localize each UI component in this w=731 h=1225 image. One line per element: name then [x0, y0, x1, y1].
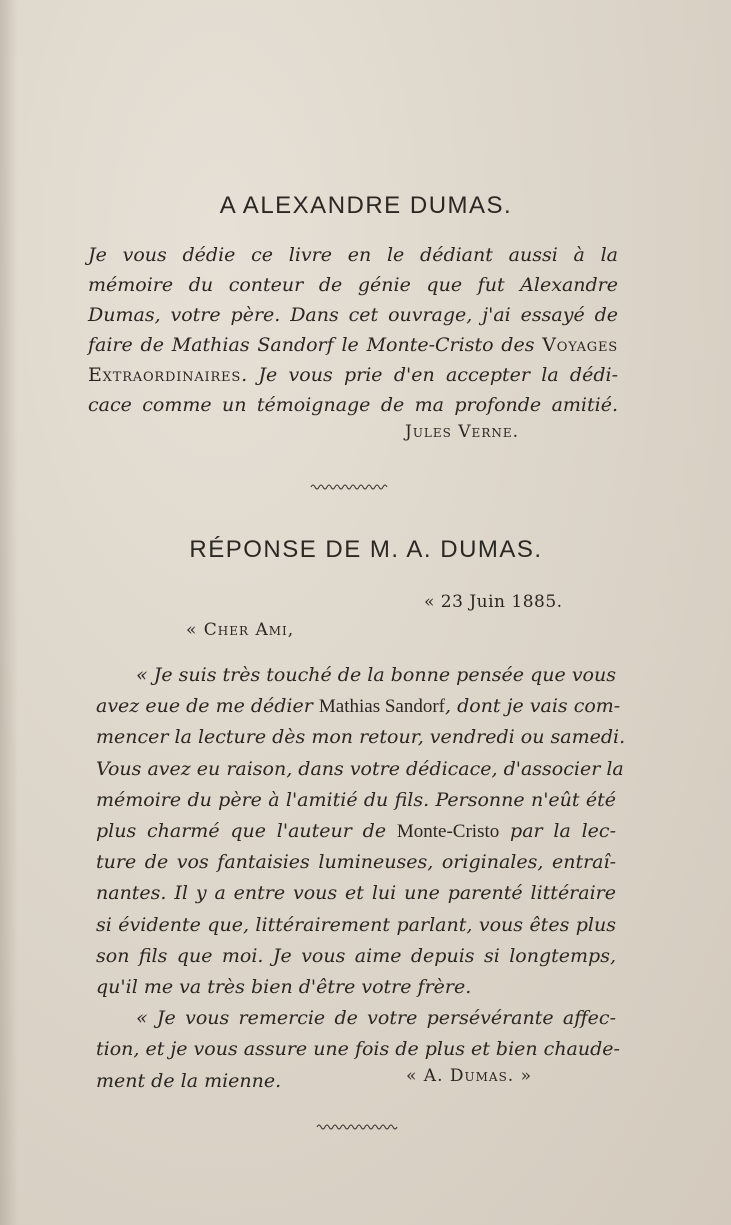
wavy-ornament-divider [310, 482, 388, 490]
letter-line [96, 847, 616, 878]
dedication-line [88, 330, 618, 360]
text-run: Extraordinaires [88, 364, 242, 386]
dedication-line [88, 390, 618, 420]
letter-signature: « A. Dumas. » [406, 1066, 533, 1086]
dedication-line [88, 360, 618, 390]
dedication-text [88, 240, 618, 420]
text-run: tion, et je vous assure une fois de plus et bien chaude- [96, 1038, 620, 1061]
letter-line [96, 910, 616, 941]
text-run: Dumas, votre père. Dans cet ouvrage, j'ai essayé de [88, 304, 618, 326]
text-run: mémoire du père à l'amitié du fils. Personne n'eût été [96, 788, 616, 811]
text-run: , dont je vais com- [445, 695, 621, 718]
text-run: « Je suis très touché de la bonne pensée que vous [136, 664, 616, 686]
letter-line [96, 660, 616, 691]
letter-line [96, 1003, 616, 1034]
wavy-ornament-divider-bottom [316, 1122, 400, 1130]
letter-line [96, 722, 626, 753]
letter-date: « 23 Juin 1885. [424, 592, 563, 612]
dedication-line [88, 240, 618, 270]
letter-body [96, 660, 626, 1097]
text-run: si évidente que, littérairement parlant, vous êtes plus [96, 913, 616, 936]
text-run: son fils que moi. Je vous aime depuis si longtemps, [96, 944, 616, 967]
text-run: mencer la lecture dès mon retour, vendredi ou samedi. [96, 726, 626, 749]
text-run: « Je vous remercie de votre persévérante affec- [136, 1007, 616, 1030]
text-run: . Je vous prie d'en accepter la dédi- [241, 364, 618, 386]
text-run: Mathias Sandorf [318, 696, 446, 718]
letter-salutation: « Cher Ami, [186, 620, 295, 640]
text-run: mémoire du conteur de génie que fut Alexandre [88, 274, 618, 296]
letter-line [96, 878, 616, 909]
letter-line [96, 1034, 620, 1065]
text-run: Monte-Cristo [396, 821, 500, 843]
text-run: Je vous dédie ce livre en le dédiant aussi à la [88, 244, 618, 266]
letter-line [96, 1066, 616, 1097]
letter-line [96, 941, 616, 972]
text-run: ment de la mienne. [96, 1069, 282, 1092]
text-run: plus charmé que l'auteur de [96, 820, 397, 843]
dedication-line [88, 300, 618, 330]
letter-line [96, 816, 616, 847]
dedication-title: A ALEXANDRE DUMAS. [219, 192, 513, 219]
text-run: ture de vos fantaisies lumineuses, originales, entraî- [96, 851, 616, 874]
letter-line [96, 691, 621, 722]
letter-line [96, 754, 624, 785]
dedication-signature: Jules Verne. [405, 422, 520, 442]
text-run: nantes. Il y a entre vous et lui une parenté littéraire [96, 882, 616, 905]
letter-line [96, 785, 616, 816]
text-run: Voyages [542, 334, 618, 356]
letter-line [96, 972, 616, 1003]
response-title: RÉPONSE DE M. A. DUMAS. [189, 536, 543, 563]
text-run: avez eue de me dédier [96, 695, 319, 718]
dedication-line [88, 270, 618, 300]
text-run: par la lec- [499, 820, 616, 843]
text-run: qu'il me va très bien d'être votre frère. [96, 976, 472, 999]
text-run: faire de Mathias Sandorf le Monte-Cristo des [88, 334, 543, 356]
text-run: Vous avez eu raison, dans votre dédicace, d'associer la [96, 757, 624, 780]
text-run: cace comme un témoignage de ma profonde amitié. [88, 394, 618, 416]
binding-shadow [0, 0, 18, 1225]
